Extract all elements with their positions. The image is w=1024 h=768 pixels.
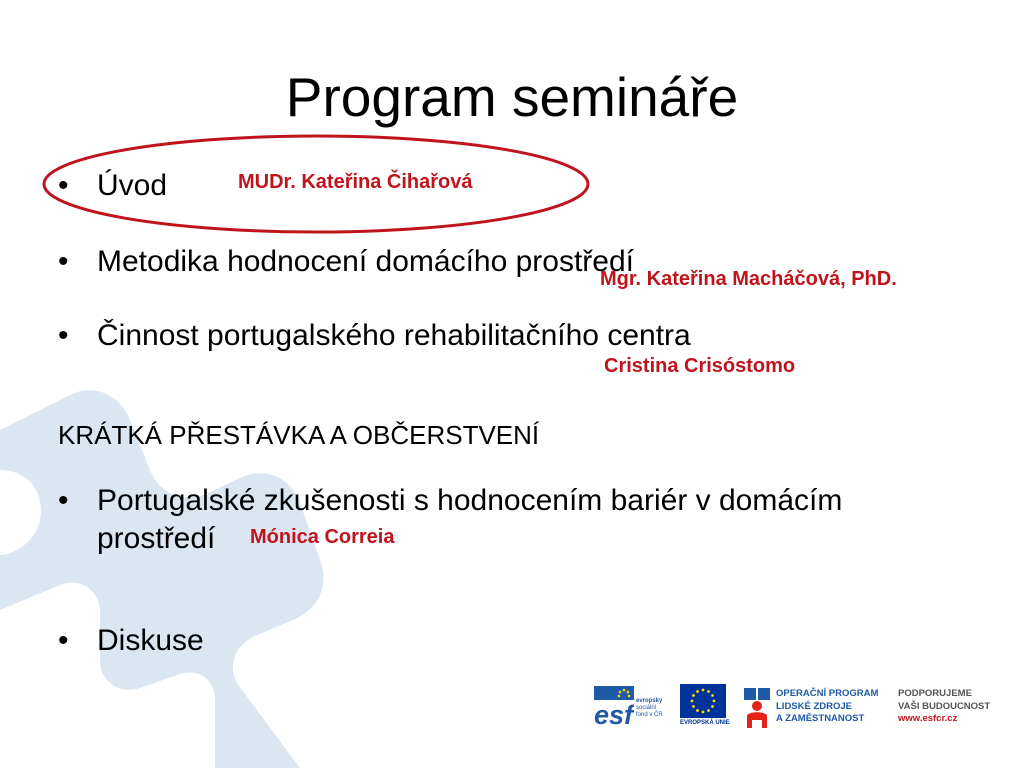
bullet-icon: • (58, 169, 69, 202)
agenda-item-text: Úvod (97, 169, 168, 202)
speaker-name: Mónica Correia (250, 526, 395, 548)
slide-title: Program semináře (285, 66, 739, 128)
eu-caption: EVROPSKÁ UNIE (680, 720, 730, 726)
agenda-item-portuguese-experience (58, 482, 978, 562)
agenda-item-text: Portugalské zkušenosti s hodnocením bariér v domácím (97, 484, 843, 517)
bullet-icon: • (58, 624, 69, 657)
highlight-oval (40, 132, 592, 236)
agenda-item-text: Činnost portugalského rehabilitačního centra (97, 319, 691, 352)
speaker-name: Cristina Crisóstomo (604, 355, 796, 377)
bullet-icon: • (58, 245, 69, 278)
esf-caption-line1: evropský (636, 698, 663, 704)
agenda-item-discussion (58, 622, 358, 662)
oplzz-line2: LIDSKÉ ZDROJE (776, 700, 853, 712)
bullet-icon: • (58, 319, 69, 352)
agenda-item-text: Metodika hodnocení domácího prostředí (97, 245, 634, 278)
speaker-name: Mgr. Kateřina Macháčová, PhD. (600, 268, 897, 290)
speaker-name: MUDr. Kateřina Čihařová (238, 171, 473, 193)
oplzz-line1: OPERAČNÍ PROGRAM (776, 688, 879, 699)
agenda-item-text: Diskuse (97, 624, 204, 657)
agenda-item-text-line2: prostředí (97, 522, 216, 555)
break-heading: KRÁTKÁ PŘESTÁVKA A OBČERSTVENÍ (58, 420, 540, 450)
esf-caption-line3: fond v ČR (636, 712, 663, 718)
slogan-line2: VAŠI BUDOUCNOST (898, 700, 991, 712)
slogan-line1: PODPORUJEME (898, 688, 972, 699)
oplzz-line3: A ZAMĚSTNANOST (776, 713, 865, 724)
agenda-item-portuguese-centre (58, 317, 958, 357)
bullet-icon: • (58, 484, 69, 517)
esfcr-link[interactable]: www.esfcr.cz (898, 713, 958, 724)
svg-text:esf: esf (594, 700, 634, 728)
esf-caption-line2: sociální (636, 705, 657, 711)
